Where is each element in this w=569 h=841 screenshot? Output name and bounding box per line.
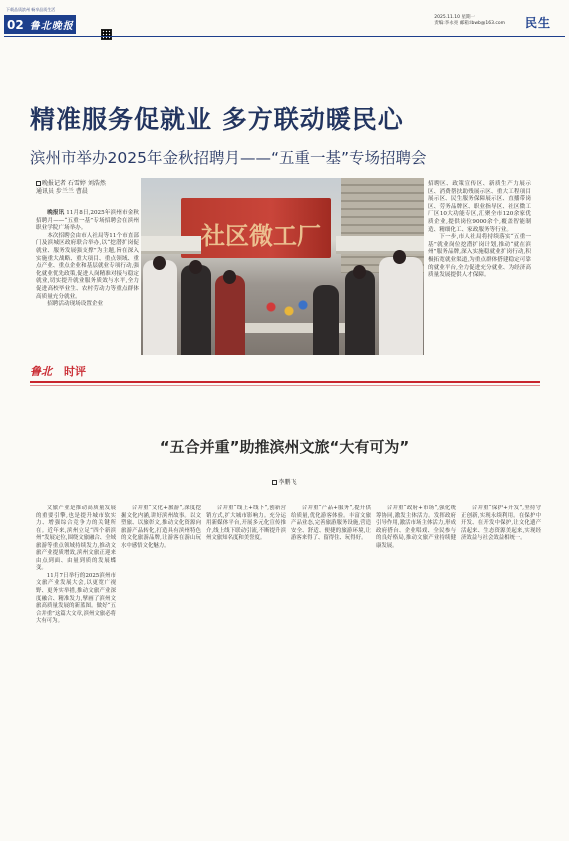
page-number: 02	[7, 17, 24, 32]
commentary-column-6	[461, 505, 541, 825]
photo-person	[215, 275, 245, 355]
byline-box-icon	[36, 181, 41, 186]
commentary-column-1	[36, 505, 116, 825]
article-bylines	[36, 180, 139, 196]
photo-tent	[336, 236, 424, 254]
commentary-tag-2: 时评	[64, 365, 86, 378]
column-text: 合并重“线上+线下”,创新营销方式,扩大城市影响力。充分运用新媒体平台,开展多元化宣传推介,线上线下联动引流,不断提升滨州文旅知名度和美誉度。	[206, 505, 286, 542]
lead-text: 11月8日,2025年滨州市金秋招聘月——“五重一基”专场招聘会在滨州职业学院广场举办。	[36, 210, 139, 232]
article-body-left	[36, 210, 139, 309]
commentary-rule	[30, 381, 540, 383]
photo-person	[313, 285, 339, 355]
lead-label: 晚报讯	[47, 210, 65, 216]
photo-person-head	[223, 270, 236, 284]
commentary-column-2	[121, 505, 201, 825]
commentary-title: “五合并重”助推滨州文旅“大有可为”	[159, 438, 410, 456]
column-text: 合并重“产品+服务”,提升供给质量,优化游客体验。丰富文旅产品业态,完善旅游服务设施,营造安全、舒适、便捷的旅游环境,让游客来得了、留得住、玩得好。	[291, 505, 371, 542]
photo-person-head	[353, 265, 366, 279]
article-para-right: 招聘区、政策宣传区、新质生产力展示区、消费帮扶助残展示区、重大工程项目展示区、民生服务保障展示区、直播带岗区、劳务品牌区、职业指导区、社区微工厂区10大功能专区,汇聚全市120余家优质企业,提供岗位9000余个,覆盖智能制造、精细化工、家政服务等行业。	[428, 181, 531, 233]
photo-person	[143, 260, 177, 355]
commentary-rule-thin	[30, 385, 540, 386]
photo-crafts	[261, 299, 311, 325]
article-para-3: 招聘活动现场设置企业	[47, 301, 104, 308]
commentary-tag	[30, 362, 102, 382]
paper-name: 鲁北晚报	[29, 21, 74, 32]
masthead-rule	[4, 36, 565, 37]
byline-reporters: 晚报记者 石雪婷 刘浩然	[42, 180, 106, 187]
section-name: 民生	[524, 16, 551, 30]
column-text: 文旅产业是推动高质量发展的重要引擎,也是提升城市软实力、增强综合竞争力的关键所在。近年来,滨州立足“四个新滨州”发展定位,围绕文旅融合、全域旅游等重点领域持续发力,推动文旅产业提质增效,滨州文旅正迎来由点到面、由量到质的发展蝶变。	[36, 505, 116, 572]
page-subtitle: 滨州市举办2025年金秋招聘月——“五重一基”专场招聘会	[30, 149, 427, 167]
commentary-author	[0, 477, 569, 486]
page-title: 精准服务促就业 多方联动暖民心	[30, 105, 404, 134]
photo-person	[379, 257, 423, 355]
photo-person-head	[393, 250, 406, 264]
qr-code-frame	[101, 29, 112, 40]
article-body-right	[428, 181, 531, 280]
photo-person-head	[189, 260, 202, 274]
editor-info: 责编:李永亮 邮箱:lbwb@163.com	[434, 21, 505, 26]
photo-tent	[141, 236, 201, 254]
photo-banner	[181, 198, 331, 258]
commentary-column-5	[376, 505, 456, 825]
commentary-column-3	[206, 505, 286, 825]
column-text: 合并重“政府+市场”,强化统筹协同,激发主体活力。发挥政府引导作用,激活市场主体活力,形成政府搭台、企业唱戏、全民参与的良好格局,推动文旅产业持续健康发展。	[376, 505, 456, 549]
commentary-author-name: 李鹏飞	[278, 479, 297, 486]
column-text: 合并重“保护+开发”,坚持守正创新,实现永续利用。在保护中开发、在开发中保护,让文化遗产活起来、生态资源美起来,实现经济效益与社会效益相统一。	[461, 505, 541, 542]
photo-banner-text: 社区微工厂	[201, 222, 321, 250]
dateline	[434, 15, 505, 27]
author-box-icon	[272, 480, 277, 485]
page-number-badge	[4, 15, 76, 34]
event-photo	[141, 178, 424, 355]
photo-person	[345, 270, 375, 355]
commentary-column-4	[291, 505, 371, 825]
commentary-tag-1: 鲁北	[30, 365, 52, 378]
column-text: 11月7日举行的2025滨州市文旅产业发展大会,以更宽广视野、更务实举措,推动文旅产业深度融合、精准发力,擘画了滨州文旅高质量发展的新蓝图。做好“五合并重”这篇大文章,滨州文旅必将大有可为。	[36, 572, 116, 625]
photo-person-head	[153, 256, 166, 270]
masthead-tagline: 下载品质滨州 畅享品质生活	[6, 7, 56, 12]
photo-person	[181, 265, 211, 355]
article-para-2: 本次招聘会由市人社局等11个市直部门及滨城区政府联合举办,以“挖潜扩岗促就业、服务发展强支撑”为主题,旨在深入实施重大战略、重大项目、重点领域、重点产业、重点企业和基层就业专项行动,强化就业优先政策,促进人岗精准对接与稳定就业,切实提升就业服务质效与水平,全力促进高校毕业生、农村劳动力等重点群体高质量充分就业。	[36, 232, 139, 300]
column-text: 合并重“文化+旅游”,深度挖掘文化内涵,讲好滨州故事。以文塑旅、以旅彰文,推动文化资源向旅游产品转化,打造具有滨州特色的文化旅游品牌,让游客在游山玩水中感悟文化魅力。	[121, 505, 201, 549]
byline-correspondents: 通讯员 步兰兰 曹晨	[36, 188, 88, 195]
issue-date: 2025.11.10 星期一	[434, 15, 475, 20]
article-para-right-2: 下一步,市人社局将持续落实“五重一基”就业岗位挖潜扩岗计划,推动“就在滨州”服务品牌,深入实施稳就业扩岗行动,积极拓宽就业渠道,为重点群体搭建稳定可靠的就业平台,全力促进充分就业、为经济高质量发展提供人才保障。	[428, 234, 531, 279]
